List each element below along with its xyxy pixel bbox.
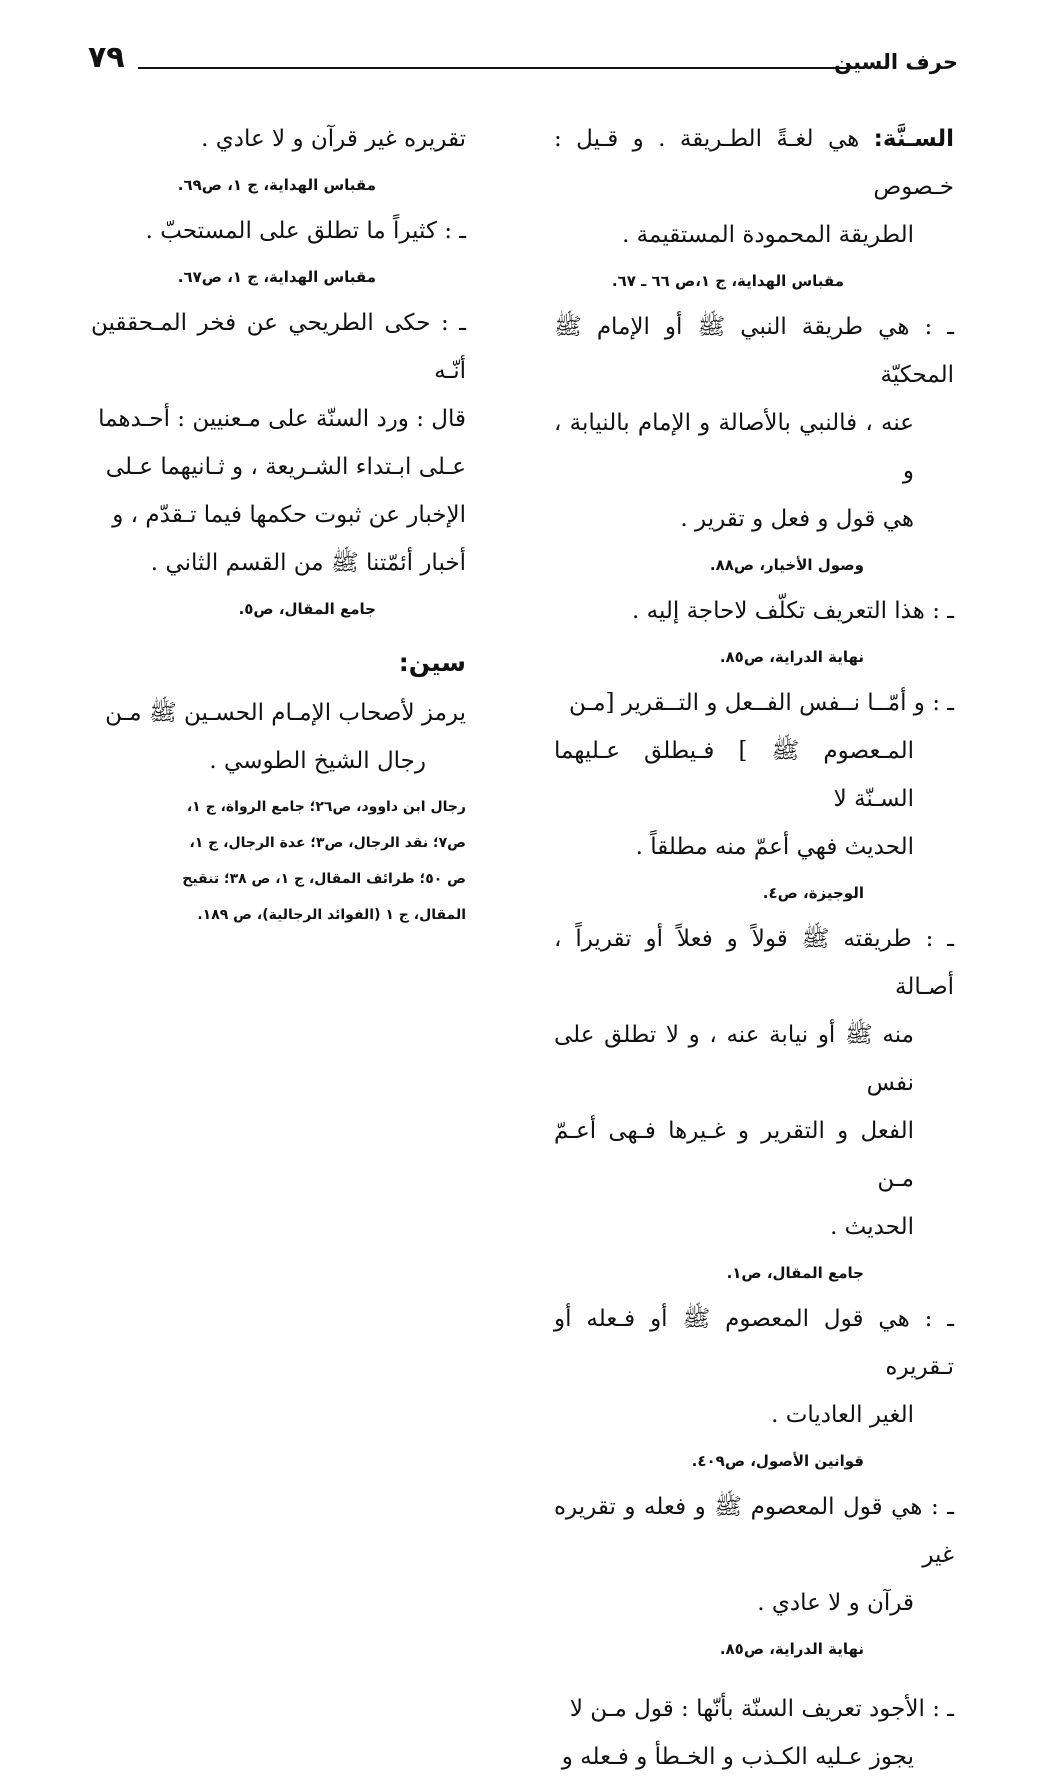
source-citation: مقباس الهداية، ج ١،ص ٦٦ ـ ٦٧. bbox=[611, 272, 844, 290]
entry-text: يرمز لأصحاب الإمـام الحسـين ﷺ مـن bbox=[105, 700, 466, 726]
source-citation: مقباس الهداية، ج ١، ص٦٧. bbox=[177, 268, 376, 286]
entry-text: عنه ، فالنبي بالأصالة و الإمام بالنيابة ، و bbox=[554, 410, 914, 484]
source-citation: قوانين الأصول، ص٤٠٩. bbox=[691, 1452, 864, 1470]
entry-text: هي قول و فعل و تقرير . bbox=[680, 506, 914, 532]
entry-text: الإخبار عن ثبوت حكمها فيما تـقدّم ، و bbox=[112, 502, 466, 528]
entry-text: يجوز عـليه الكـذب و الخـطأ و فـعله و bbox=[561, 1744, 914, 1770]
entry-text: ـ : هي قول المعصوم ﷺ أو فـعله أو تـقريره bbox=[554, 1306, 954, 1380]
entry-text: ـ : هي طريقة النبي ﷺ أو الإمام ﷺ المحكيّة bbox=[554, 314, 954, 388]
entry-text: الحديث . bbox=[830, 1214, 914, 1240]
entry-text: ـ : كثيراً ما تطلق على المستحبّ . bbox=[145, 218, 466, 244]
source-citation: جامع المقال، ص٥. bbox=[238, 600, 376, 618]
left-column bbox=[91, 115, 466, 933]
entry-text: أخبار أئمّتنا ﷺ من القسم الثاني . bbox=[150, 550, 466, 576]
term-heading: سين: bbox=[398, 648, 466, 677]
entry-text: قرآن و لا عادي . bbox=[757, 1590, 914, 1616]
page-number: ٧٩ bbox=[88, 40, 125, 75]
entry-sunna-intro: السـنَّة: هي لغـةً الطـريقة . و قـيل : خـصوص bbox=[554, 126, 954, 200]
entry-text: تقريره غير قرآن و لا عادي . bbox=[201, 126, 466, 152]
entry-text: منه ﷺ أو نيابة عنه ، و لا تطلق على نفس bbox=[554, 1022, 914, 1096]
source-citation: الوجيزة، ص٤. bbox=[762, 884, 864, 902]
entry-text: المـعصوم ﷺ ] فـيطلق عـليهما السـنّة لا bbox=[554, 738, 914, 812]
entry-text: ـ : هذا التعريف تكلّف لاحاجة إليه . bbox=[632, 598, 954, 624]
source-citation: مقباس الهداية، ج ١، ص٦٩. bbox=[177, 176, 376, 194]
header-rule bbox=[138, 67, 853, 69]
entry-text: ـ : الأجود تعريف السنّة بأنّها : قول مـن لا bbox=[569, 1696, 954, 1722]
reference-line: رجال ابن داوود، ص٢٦؛ جامع الرواة، ج ١، bbox=[186, 799, 466, 815]
entry-text: ـ : هي قول المعصوم ﷺ و فعله و تقريره غير bbox=[554, 1494, 954, 1568]
entry-text: الفعل و التقرير و غـيرها فـهى أعـمّ مـن bbox=[554, 1118, 914, 1192]
entry-text: الغير العاديات . bbox=[771, 1402, 914, 1428]
reference-line: ص٧؛ نقد الرجال، ص٣؛ عدة الرجال، ج ١، bbox=[189, 835, 466, 851]
entry-text: الطريقة المحمودة المستقيمة . bbox=[622, 222, 914, 248]
term-heading: السـنَّة: bbox=[873, 126, 954, 152]
right-column bbox=[554, 115, 954, 1781]
source-citation: جامع المقال، ص١. bbox=[726, 1264, 864, 1282]
entry-text: عـلى ابـتداء الشـريعة ، و ثـانيهما عـلى bbox=[105, 454, 466, 480]
entry-text: ـ : حكى الطريحي عن فخر المـحققين أنّـه bbox=[91, 310, 466, 384]
chapter-title: حرف السين bbox=[834, 50, 958, 74]
entry-text: ـ : طريقته ﷺ قولاً و فعلاً أو تقريراً ، أصـالة bbox=[554, 926, 954, 1000]
source-citation: وصول الأخيار، ص٨٨. bbox=[709, 556, 864, 574]
page-header bbox=[88, 40, 958, 80]
entry-text: قال : ورد السنّة على مـعنيين : أحـدهما bbox=[98, 406, 466, 432]
entry-text: الحديث فهي أعمّ منه مطلقاً . bbox=[635, 834, 914, 860]
reference-list bbox=[91, 789, 466, 933]
reference-line: ص ٥٠؛ طرائف المقال، ج ١، ص ٣٨؛ تنقيح bbox=[182, 871, 466, 887]
entry-text: ـ : و أمّــا نــفس الفــعل و التــقرير [مـن bbox=[568, 690, 954, 716]
source-citation: نهاية الدراية، ص٨٥. bbox=[719, 1640, 864, 1658]
source-citation: نهاية الدراية، ص٨٥. bbox=[719, 648, 864, 666]
entry-text: رجال الشيخ الطوسي . bbox=[209, 748, 426, 774]
spacer bbox=[554, 1671, 954, 1685]
reference-line: المقال، ج ١ (الفوائد الرجالية)، ص ١٨٩. bbox=[197, 907, 466, 923]
